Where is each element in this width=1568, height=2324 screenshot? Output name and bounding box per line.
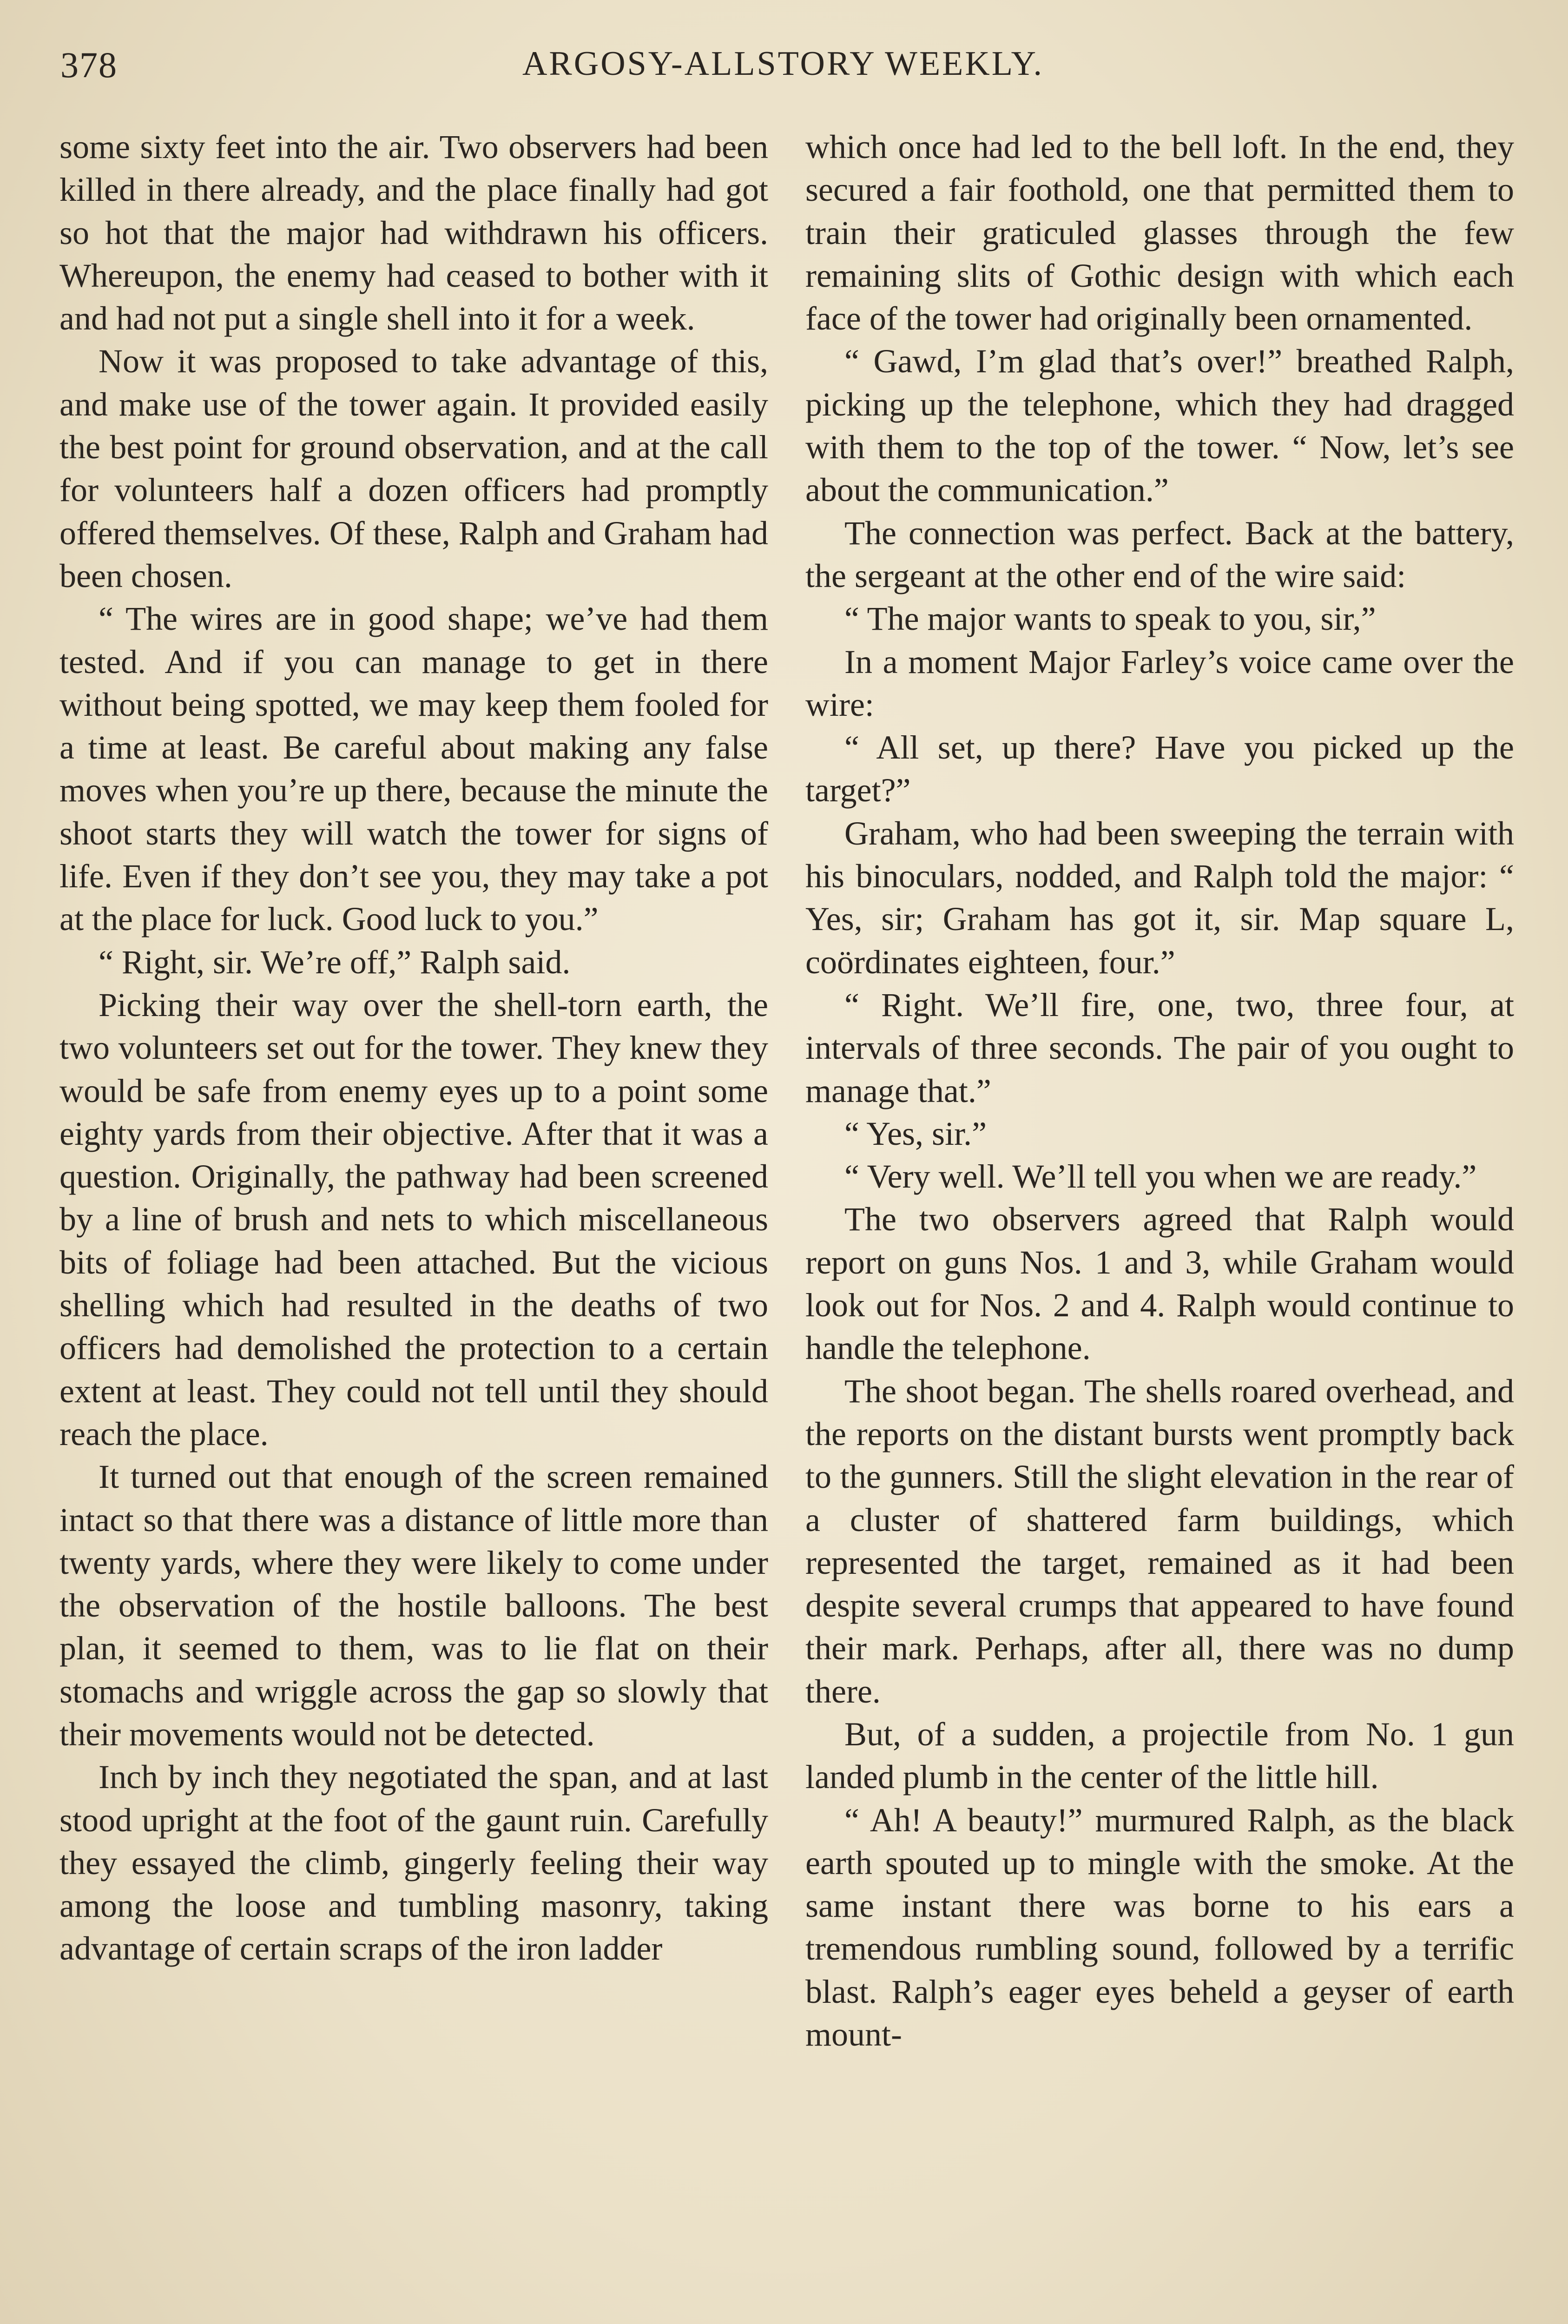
paragraph: “ The wires are in good shape; we’ve had them tested. And if you can manage to get in there without being spotted, we may keep them fooled for a time at least. Be careful about making any false moves when you’re up there, because the minute the shoot starts they will watch the tower for signs of life. Even if they don’t see you, they may take a pot at the place for luck. Good luck to you.” <box>59 600 768 938</box>
paragraph: which once had led to the bell loft. In the end, they secured a fair foothold, one that permitted them to train their graticuled glasses through the few remaining slits of Gothic design with which each face of the tower had originally been ornamented. <box>805 128 1514 337</box>
paragraph: “ All set, up there? Have you picked up the target?” <box>805 729 1514 809</box>
paragraph: “ Right. We’ll fire, one, two, three four, at intervals of three seconds. The pair of you ought to manage that.” <box>805 986 1514 1109</box>
page-header <box>60 44 1506 105</box>
paragraph: Inch by inch they negotiated the span, and at last stood upright at the foot of the gaunt ruin. Carefully they essayed the climb, gingerly feeling their way among the loose and tumbling masonry, taking advantage of certain scraps of the iron ladder <box>59 1758 768 1967</box>
paragraph: “ Ah! A beauty!” murmured Ralph, as the black earth spouted up to mingle with the smoke. At the same instant there was borne to his ears a tremendous rumbling sound, followed by a terrific blast. Ralph’s eager eyes beheld a geyser of earth mount- <box>805 1801 1514 2053</box>
right-column <box>805 125 1514 2056</box>
paragraph: Graham, who had been sweeping the terrain with his binoculars, nodded, and Ralph told the major: “ Yes, sir; Graham has got it, sir. Map square L, coördinates eighteen, four.” <box>805 814 1514 981</box>
left-column <box>59 125 768 1970</box>
paragraph: But, of a sudden, a projectile from No. 1 gun landed plumb in the center of the little hill. <box>805 1715 1514 1796</box>
paragraph: “ Very well. We’ll tell you when we are ready.” <box>844 1158 1477 1195</box>
paragraph: It turned out that enough of the screen remained intact so that there was a distance of little more than twenty yards, where they were likely to come under the observation of the hostile balloons. The best plan, it seemed to them, was to lie flat on their stomachs and wriggle across the gap so slowly that their movements would not be detected. <box>59 1458 768 1753</box>
paragraph: Picking their way over the shell-torn earth, the two volunteers set out for the tower. They knew they would be safe from enemy eyes up to a point some eighty yards from their objective. After that it was a question. Originally, the pathway had been screened by a line of brush and nets to which miscellaneous bits of foliage had been attached. But the vicious shelling which had resulted in the deaths of two officers had demolished the protection to a certain extent at least. They could not tell until they should reach the place. <box>59 986 768 1452</box>
paragraph: Now it was proposed to take advantage of this, and make use of the tower again. It provided easily the best point for ground observation, and at the call for volunteers half a dozen officers had promptly offered themselves. Of these, Ralph and Graham had been chosen. <box>59 343 768 594</box>
paragraph: some sixty feet into the air. Two observers had been killed in there already, and the place finally had got so hot that the major had withdrawn his officers. Whereupon, the enemy had ceased to bother with it and had not put a single shell into it for a week. <box>59 128 768 337</box>
paragraph: “ Yes, sir.” <box>844 1115 987 1152</box>
paragraph: “ Gawd, I’m glad that’s over!” breathed Ralph, picking up the telephone, which they had dragged with them to the top of the tower. “ Now, let’s see about the communication.” <box>805 343 1514 509</box>
paragraph: The two observers agreed that Ralph would report on guns Nos. 1 and 3, while Graham would look out for Nos. 2 and 4. Ralph would continue to handle the telephone. <box>805 1201 1514 1367</box>
paragraph: The shoot began. The shells roared overhead, and the reports on the distant bursts went promptly back to the gunners. Still the slight elevation in the rear of a cluster of shattered farm buildings, which represented the target, remained as it had been despite several crumps that appeared to have found their mark. Perhaps, after all, there was no dump there. <box>805 1372 1514 1710</box>
paragraph: In a moment Major Farley’s voice came over the wire: <box>805 643 1514 723</box>
paragraph: “ The major wants to speak to you, sir,” <box>844 600 1376 638</box>
paragraph: “ Right, sir. We’re off,” Ralph said. <box>99 943 571 981</box>
running-head: ARGOSY-ALLSTORY WEEKLY. <box>522 45 1044 83</box>
paragraph: The connection was perfect. Back at the battery, the sergeant at the other end of the wire said: <box>805 514 1514 594</box>
page-number: 378 <box>60 45 118 85</box>
